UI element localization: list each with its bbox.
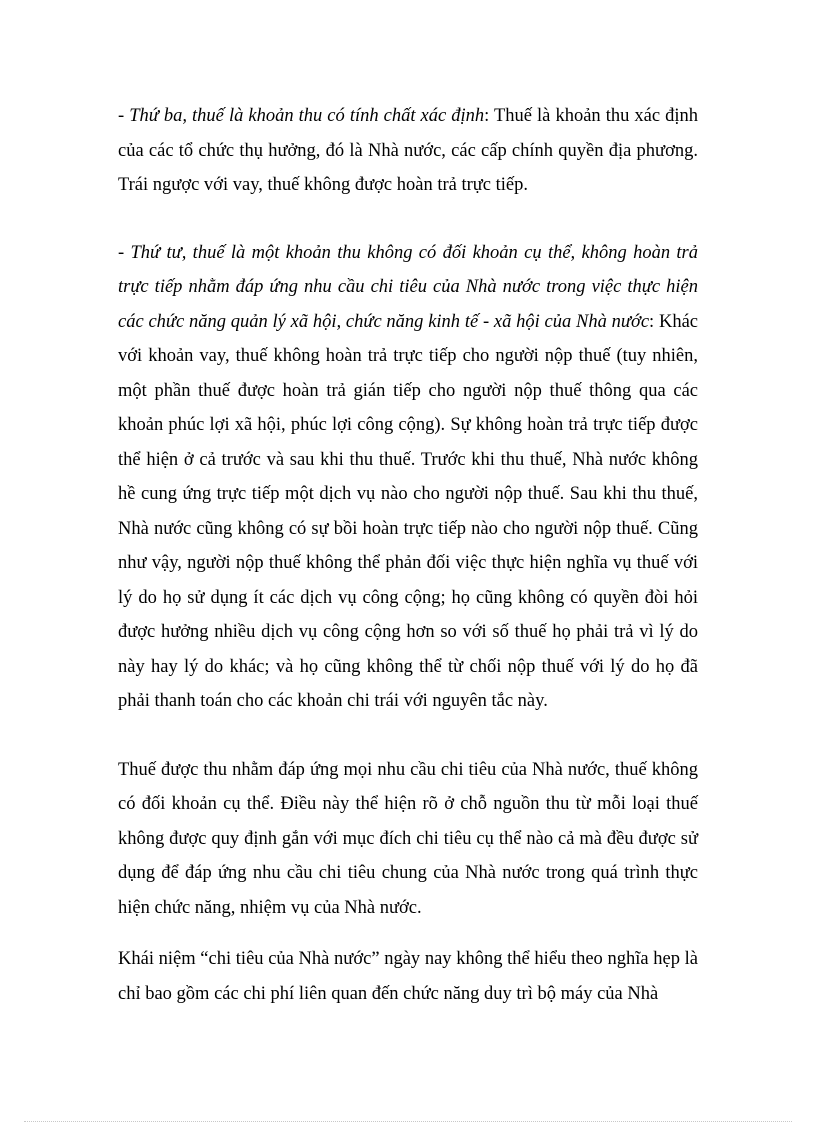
paragraph-body: : Khác với khoản vay, thuế không hoàn trả trực tiếp cho người nộp thuế (tuy nhiên, một phần thuế được hoàn trả gián tiếp cho người nộp thuế thông qua các khoản phúc lợi xã hội, phúc lợi công cộng). Sự không hoàn trả trực tiếp được thể hiện ở cả trước và sau khi thu thuế. Trước khi thu thuế, Nhà nước không hề cung ứng trực tiếp một dịch vụ nào cho người nộp thuế. Sau khi thu thuế, Nhà nước cũng không có sự bồi hoàn trực tiếp nào cho người nộp thuế. Cũng như vậy, người nộp thuế không thể phản đối việc thực hiện nghĩa vụ thuế với lý do họ sử dụng ít các dịch vụ công cộng; họ cũng không có quyền đòi hỏi được hưởng nhiều dịch vụ công cộng hơn so với số thuế họ phải trả vì lý do này hay lý do khác; và họ cũng không thể từ chối nộp thuế với lý do họ đã phải thanh toán cho các khoản chi trái với nguyên tắc này. (118, 311, 698, 711)
paragraph-body: : Thuế là khoản thu xác định của các tổ chức thụ hưởng, đó là Nhà nước, các cấp chính quyền địa phương. Trái ngược với vay, thuế không được hoàn trả trực tiếp. (118, 106, 698, 195)
paragraph-lead-italic: - Thứ ba, thuế là khoản thu có tính chất xác định (118, 106, 485, 126)
document-page (118, 99, 698, 1011)
paragraph-fourth-characteristic (118, 236, 698, 719)
paragraph-tax-purpose: Thuế được thu nhằm đáp ứng mọi nhu cầu chi tiêu của Nhà nước, thuế không có đối khoản cụ thể. Điều này thể hiện rõ ở chỗ nguồn thu từ mỗi loại thuế không được quy định gắn với mục đích chi tiêu cụ thể nào cả mà đều được sử dụng để đáp ứng nhu cầu chi tiêu chung của Nhà nước trong quá trình thực hiện chức năng, nhiệm vụ của Nhà nước. (118, 759, 698, 918)
paragraph-third-characteristic (118, 99, 698, 203)
paragraph-state-spending-concept: Khái niệm “chi tiêu của Nhà nước” ngày nay không thể hiểu theo nghĩa hẹp là chỉ bao gồm các chi phí liên quan đến chức năng duy trì bộ máy của Nhà (118, 949, 698, 1004)
paragraph-lead-italic: - Thứ tư, thuế là một khoản thu không có đối khoản cụ thể, không hoàn trả trực tiếp nhằm đáp ứng nhu cầu chi tiêu của Nhà nước trong việc thực hiện các chức năng quản lý xã hội, chức năng kinh tế - xã hội của Nhà nước (118, 242, 698, 332)
page-bottom-divider (24, 1121, 792, 1122)
